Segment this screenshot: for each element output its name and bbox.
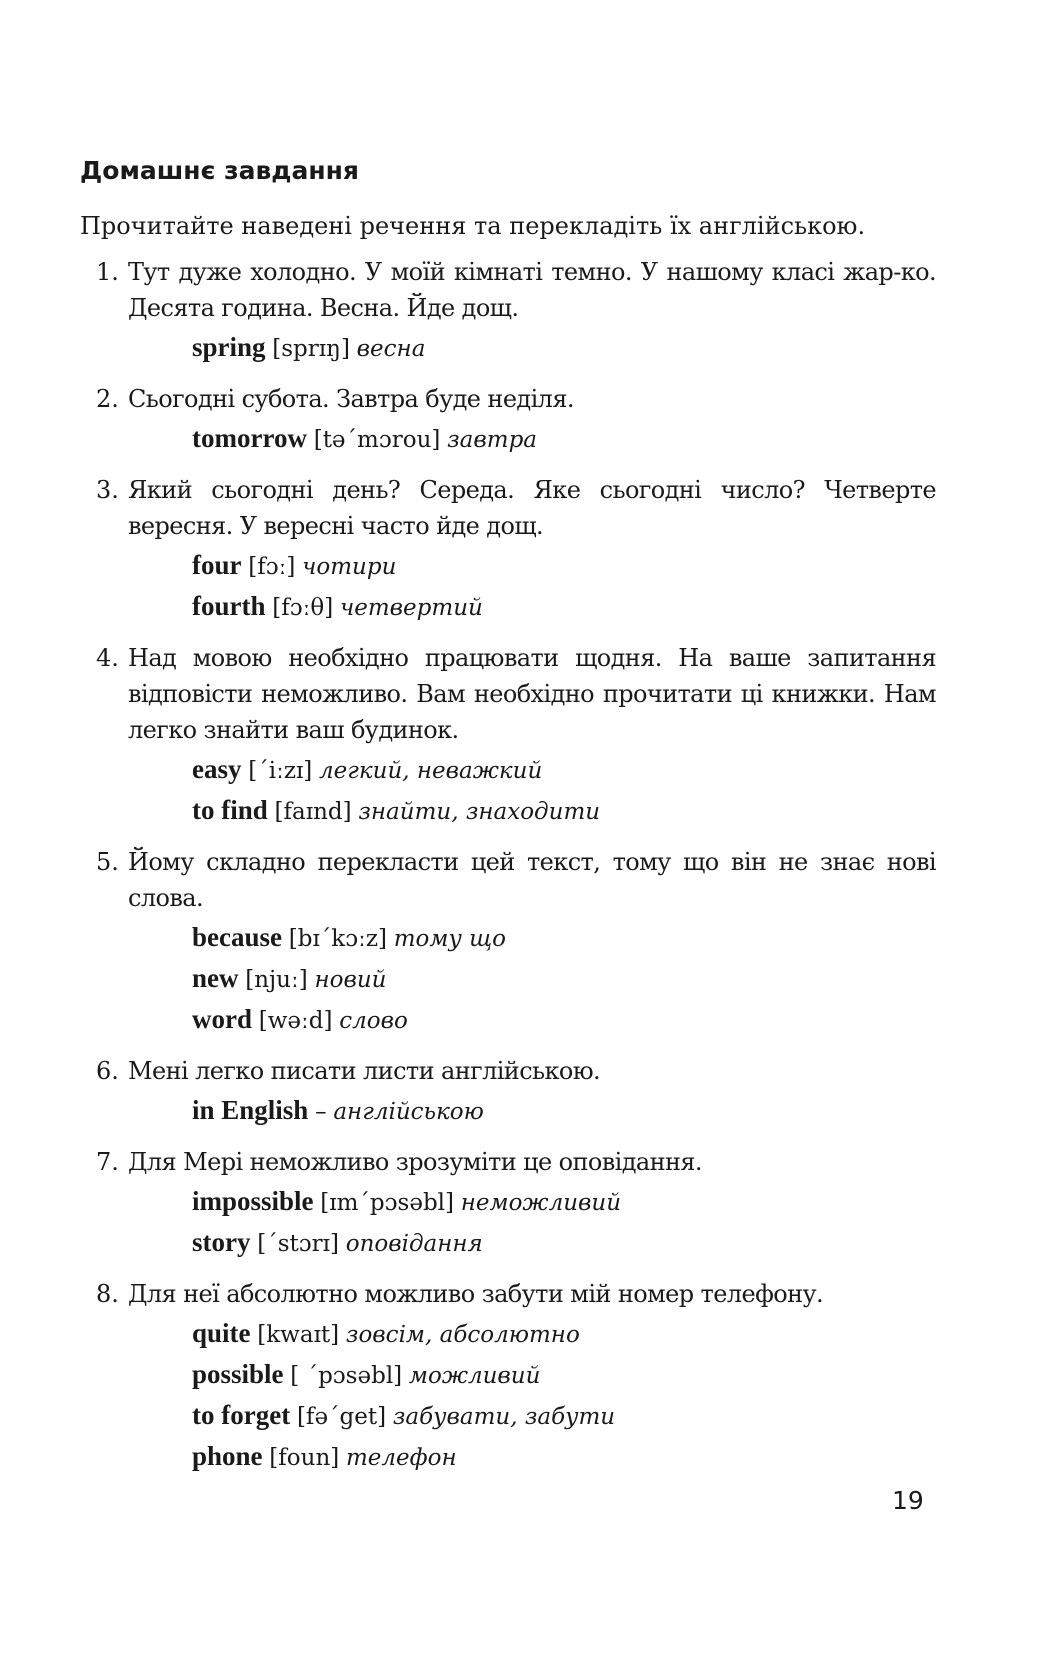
vocabulary-entry [192,1182,936,1223]
vocab-transcription: [faɪnd] [274,799,352,825]
vocab-translation: завтра [447,427,538,453]
task-instruction: Прочитайте наведені речення та перекладіть їх англійською. [80,212,866,240]
vocab-transcription: [sprɪŋ] [272,336,350,362]
vocab-term: story [192,1227,251,1257]
exercise-item [80,640,936,832]
vocabulary-entry [192,419,936,460]
exercise-text: Йому складно перекласти цей текст, тому що він не знає нові слова. [128,848,936,912]
vocab-term: new [192,963,239,993]
vocab-term: because [192,922,282,952]
vocab-transcription: – [315,1099,327,1125]
vocab-transcription: [ɪmˊpɔsəbl] [320,1190,454,1216]
vocab-transcription: [wəːd] [258,1008,333,1034]
vocabulary-entry [192,918,936,959]
vocab-transcription: [kwaɪt] [257,1322,340,1348]
vocab-translation: тому що [393,926,506,952]
vocab-translation: неможливий [460,1190,622,1216]
exercise-number: 4. [96,644,119,672]
vocab-term: tomorrow [192,423,307,453]
vocab-translation: знайти, знаходити [358,799,601,825]
vocabulary-entry [192,959,936,1000]
vocabulary-list [128,546,936,628]
vocab-term: possible [192,1359,284,1389]
vocabulary-list [128,1182,936,1264]
exercise-text: Який сьогодні день? Середа. Яке сьогодні число? Четверте вересня. У вересні часто йде дощ. [128,476,936,540]
vocab-transcription: [bɪˊkɔːz] [288,926,387,952]
exercise-list [80,254,936,1490]
exercise-number: 2. [96,385,119,413]
vocab-transcription: [fɔː] [248,554,296,580]
vocabulary-list [128,1091,936,1132]
vocabulary-entry [192,546,936,587]
vocabulary-list [128,750,936,832]
exercise-item [80,1144,936,1264]
exercise-text: Сьогодні субота. Завтра буде неділя. [128,385,574,413]
exercise-text: Над мовою необхідно працювати щодня. На ваше запитання відповісти неможливо. Вам необхідно прочитати ці книжки. Нам легко знайти ваш будинок. [128,644,936,744]
vocabulary-entry [192,328,936,369]
vocab-transcription: [təˊmɔrou] [313,427,441,453]
vocab-translation: англійською [333,1099,484,1125]
exercise-text: Тут дуже холодно. У моїй кімнаті темно. У нашому класі жар-ко. Десята година. Весна. Йде дощ. [128,258,936,322]
vocab-translation: легкий, неважкий [319,758,543,784]
vocab-transcription: [fəˊget] [296,1404,387,1430]
vocab-term: spring [192,332,266,362]
vocabulary-entry [192,1396,936,1437]
vocabulary-entry [192,791,936,832]
exercise-text: Для Мері неможливо зрозуміти це оповідання. [128,1148,702,1176]
vocabulary-list [128,419,936,460]
vocabulary-entry [192,1223,936,1264]
vocab-term: fourth [192,591,266,621]
vocab-term: impossible [192,1186,314,1216]
exercise-number: 6. [96,1057,119,1085]
vocabulary-list [128,328,936,369]
vocab-translation: можливий [408,1363,541,1389]
page-number: 19 [892,1486,924,1515]
exercise-item [80,1053,936,1132]
vocab-transcription: [foun] [269,1445,340,1471]
vocab-transcription: [njuː] [245,967,308,993]
vocab-translation: слово [339,1008,408,1034]
exercise-text: Мені легко писати листи англійською. [128,1057,601,1085]
vocab-transcription: [ˊstɔrɪ] [257,1231,339,1257]
vocabulary-entry [192,1437,936,1478]
vocab-transcription: [fɔːθ] [272,595,334,621]
exercise-item [80,844,936,1041]
exercise-item [80,1276,936,1478]
vocab-transcription: [ˊiːzɪ] [248,758,313,784]
section-heading: Домашнє завдання [80,156,359,185]
exercise-number: 7. [96,1148,119,1176]
exercise-item [80,381,936,460]
vocabulary-entry [192,1091,936,1132]
vocab-term: four [192,550,242,580]
vocab-translation: весна [356,336,426,362]
vocab-term: quite [192,1318,251,1348]
vocab-term: easy [192,754,242,784]
vocab-translation: забувати, забути [392,1404,616,1430]
vocab-translation: четвертий [339,595,483,621]
vocabulary-entry [192,1314,936,1355]
vocab-transcription: [ ˊpɔsəbl] [290,1363,403,1389]
exercise-text: Для неї абсолютно можливо забути мій номер телефону. [128,1280,824,1308]
vocab-term: word [192,1004,252,1034]
vocabulary-entry [192,1000,936,1041]
vocab-term: to find [192,795,268,825]
exercise-item [80,472,936,628]
vocab-term: to forget [192,1400,291,1430]
vocabulary-entry [192,1355,936,1396]
exercise-item [80,254,936,369]
vocab-translation: чотири [302,554,397,580]
vocabulary-list [128,1314,936,1478]
vocab-translation: зовсім, абсолютно [345,1322,580,1348]
exercise-number: 5. [96,848,119,876]
vocab-translation: оповідання [345,1231,483,1257]
vocab-translation: телефон [345,1445,457,1471]
vocab-term: phone [192,1441,263,1471]
exercise-number: 3. [96,476,119,504]
vocabulary-entry [192,587,936,628]
vocabulary-entry [192,750,936,791]
exercise-number: 8. [96,1280,119,1308]
vocabulary-list [128,918,936,1041]
vocab-term: in English [192,1095,309,1125]
vocab-translation: новий [314,967,387,993]
exercise-number: 1. [96,258,119,286]
